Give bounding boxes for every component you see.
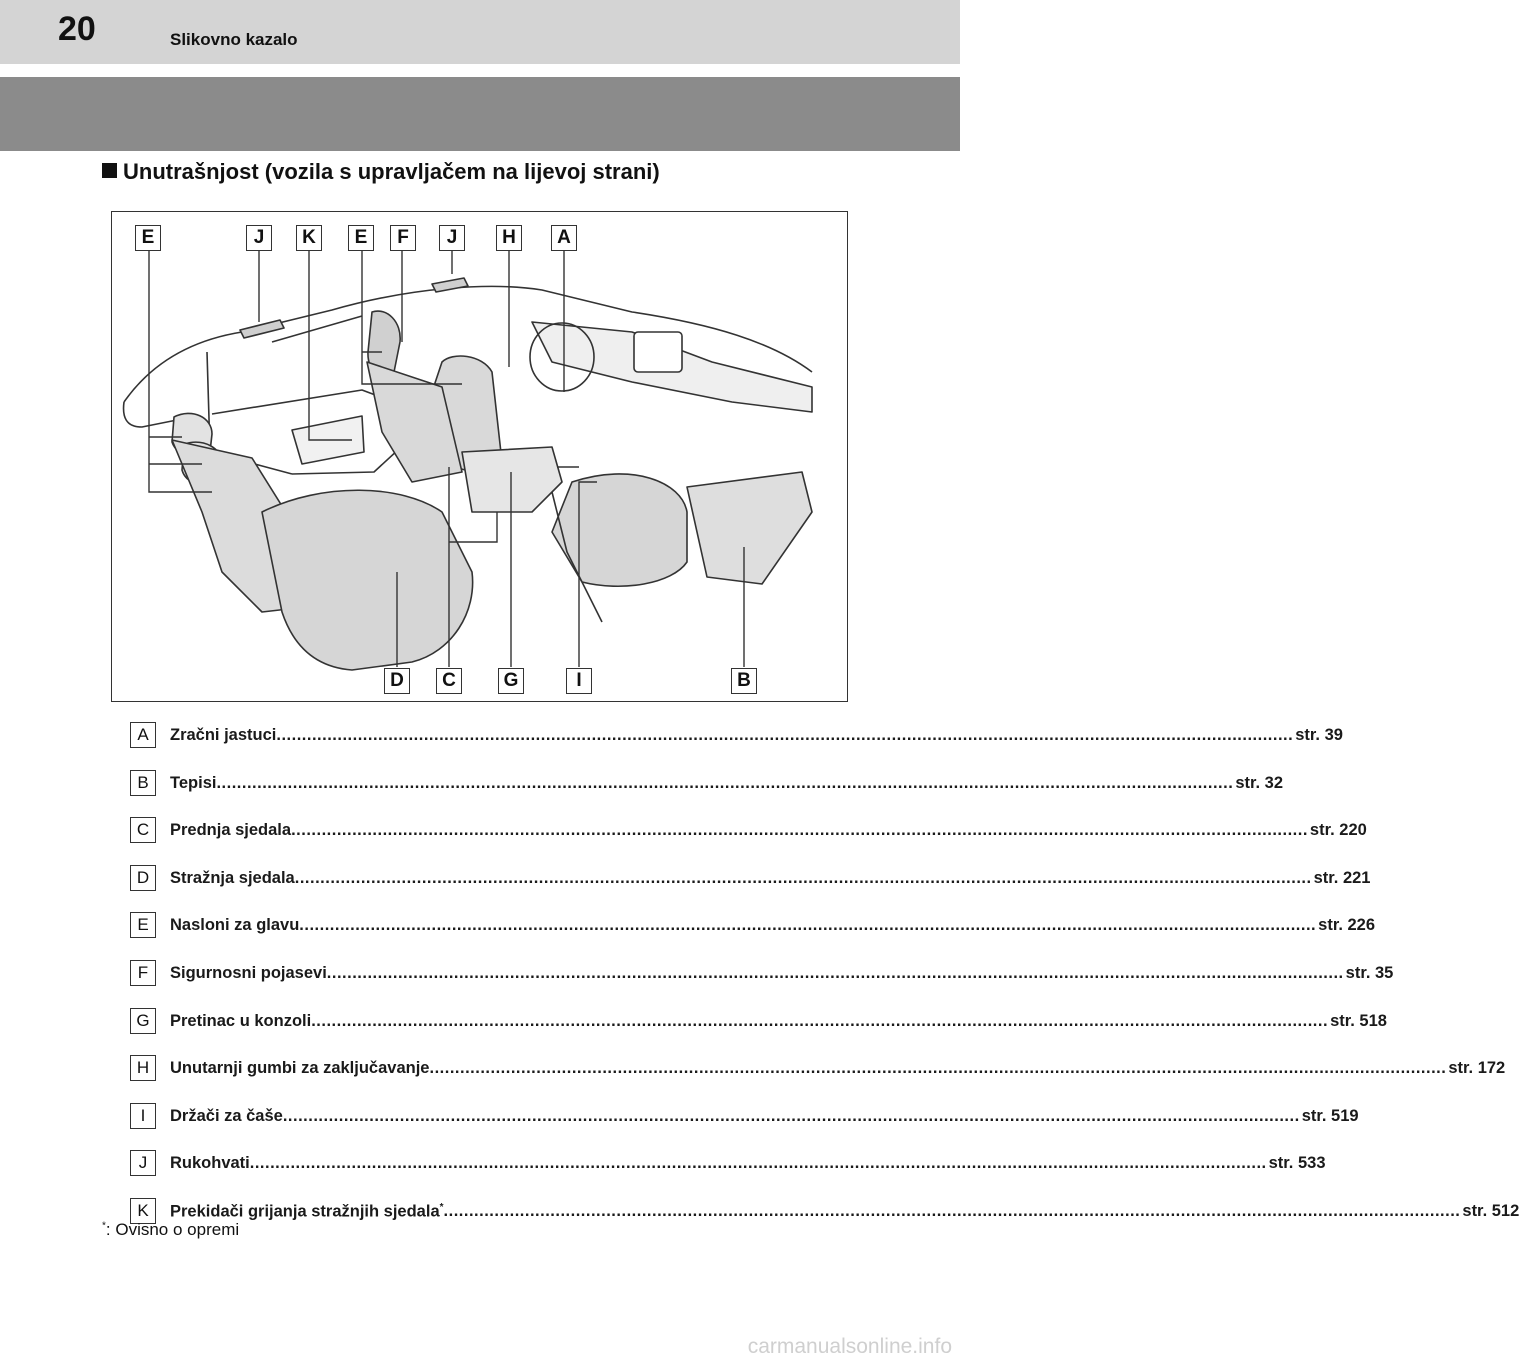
dot-leader: ........................................................................................................................................................................................................	[443, 1202, 1461, 1220]
legend-item-h	[130, 1055, 1506, 1081]
dot-leader: ........................................................................................................................................................................................................	[429, 1059, 1447, 1078]
legend-key: E	[130, 912, 156, 938]
legend-item-b	[130, 770, 1284, 796]
legend-entry	[170, 773, 1284, 793]
legend-entry	[170, 1059, 1506, 1078]
legend-page-ref[interactable]: str. 226	[1318, 916, 1376, 935]
label-c-front-seats: C	[436, 668, 462, 694]
legend-name: Sigurnosni pojasevi	[170, 964, 327, 982]
legend-entry	[170, 1106, 1359, 1126]
legend-entry	[170, 821, 1367, 840]
legend-key: F	[130, 960, 156, 986]
legend-key: K	[130, 1198, 156, 1224]
legend-page-ref[interactable]: str. 519	[1301, 1106, 1359, 1125]
page-heading	[102, 159, 660, 185]
footnote-text: : Ovisno o opremi	[105, 1220, 240, 1239]
label-d-rear-seats: D	[384, 668, 410, 694]
legend-name: Prednja sjedala	[170, 821, 292, 840]
dot-leader: ........................................................................................................................................................................................................	[299, 916, 1317, 935]
legend-item-e	[130, 912, 1376, 938]
legend-item-j	[130, 1150, 1326, 1176]
asterisk-mark: *	[439, 1202, 444, 1213]
legend-entry	[170, 868, 1371, 888]
header-band	[0, 77, 960, 151]
dot-leader: ........................................................................................................................................................................................................	[291, 821, 1308, 840]
legend-item-d	[130, 865, 1371, 891]
legend-entry	[170, 1202, 1519, 1222]
legend-key: A	[130, 722, 156, 748]
legend-name: Prekidači grijanja stražnjih sjedala*	[170, 1202, 444, 1221]
label-j-handles-1: J	[246, 225, 272, 251]
footnote-mark: *	[102, 1220, 106, 1232]
legend-key: J	[130, 1150, 156, 1176]
label-e-headrests-1: E	[135, 225, 161, 251]
legend-name: Nasloni za glavu	[170, 916, 300, 935]
legend-page-ref[interactable]: str. 39	[1295, 726, 1343, 744]
footnote	[102, 1220, 239, 1240]
dot-leader: ........................................................................................................................................................................................................	[294, 868, 1312, 887]
label-h-lock-buttons: H	[496, 225, 522, 251]
label-i-cup-holders: I	[566, 668, 592, 694]
dot-leader: ........................................................................................................................................................................................................	[311, 1011, 1329, 1030]
legend-page-ref[interactable]: str. 512	[1462, 1202, 1519, 1220]
legend-entry	[170, 916, 1376, 935]
legend-key: I	[130, 1103, 156, 1129]
legend-page-ref[interactable]: str. 220	[1309, 821, 1367, 840]
dot-leader: ........................................................................................................................................................................................................	[282, 1106, 1300, 1125]
legend-page-ref[interactable]: str. 32	[1235, 773, 1284, 792]
legend-name: Držači za čaše	[170, 1106, 283, 1125]
legend-key: C	[130, 817, 156, 843]
label-e-headrests-2: E	[348, 225, 374, 251]
section-title: Slikovno kazalo	[170, 30, 298, 49]
legend-item-i	[130, 1103, 1359, 1129]
legend-item-c	[130, 817, 1367, 843]
legend-item-f	[130, 960, 1394, 986]
dot-leader: ........................................................................................................................................................................................................	[216, 773, 1234, 792]
legend-key: H	[130, 1055, 156, 1081]
dot-leader: ........................................................................................................................................................................................................	[249, 1154, 1267, 1173]
legend-entry	[170, 964, 1394, 983]
legend-page-ref[interactable]: str. 518	[1330, 1011, 1387, 1030]
interior-illustration	[111, 211, 848, 702]
legend-key: B	[130, 770, 156, 796]
label-k-seat-heaters: K	[296, 225, 322, 251]
header-bar	[0, 0, 960, 64]
legend-name: Rukohvati	[170, 1154, 250, 1173]
square-bullet-icon	[102, 163, 117, 178]
watermark: carmanualsonline.info	[747, 1335, 952, 1358]
legend-entry	[170, 1011, 1387, 1031]
label-g-console-box: G	[498, 668, 524, 694]
legend-page-ref[interactable]: str. 221	[1313, 868, 1371, 887]
page-number: 20	[58, 10, 96, 48]
car-interior-drawing	[112, 212, 849, 703]
legend-item-g	[130, 1008, 1387, 1034]
legend-item-a	[130, 722, 1343, 748]
label-b-floor-mats: B	[731, 668, 757, 694]
legend-name: Tepisi	[170, 773, 217, 792]
dot-leader: ........................................................................................................................................................................................................	[326, 964, 1344, 982]
legend-entry	[170, 726, 1343, 745]
legend-name: Stražnja sjedala	[170, 868, 295, 887]
legend-page-ref[interactable]: str. 35	[1345, 964, 1394, 982]
label-a-airbags: A	[551, 225, 577, 251]
label-f-seat-belts: F	[390, 225, 416, 251]
legend-entry	[170, 1154, 1326, 1173]
dot-leader: ........................................................................................................................................................................................................	[276, 726, 1294, 744]
legend-name: Pretinac u konzoli	[170, 1011, 312, 1030]
legend-page-ref[interactable]: str. 533	[1268, 1154, 1326, 1173]
legend-name: Zračni jastuci	[170, 726, 277, 744]
heading-text: Unutrašnjost (vozila s upravljačem na lijevoj strani)	[123, 159, 660, 184]
legend-page-ref[interactable]: str. 172	[1448, 1059, 1506, 1078]
label-j-handles-2: J	[439, 225, 465, 251]
legend-name: Unutarnji gumbi za zaključavanje	[170, 1059, 430, 1078]
legend-key: D	[130, 865, 156, 891]
legend-key: G	[130, 1008, 156, 1034]
